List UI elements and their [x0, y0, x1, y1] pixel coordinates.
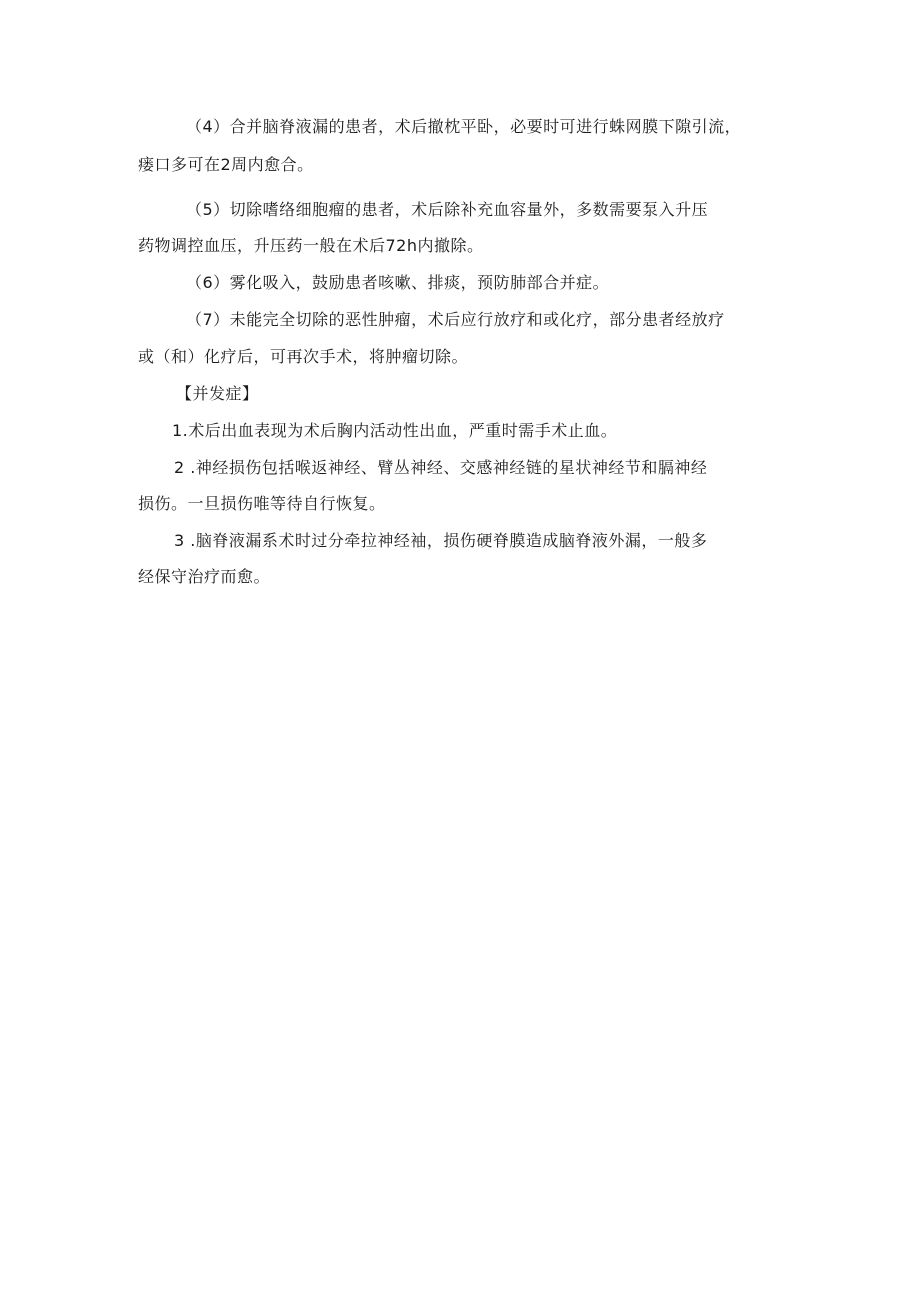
paragraph-6-line-1: （6）雾化吸入，鼓励患者咳嗽、排痰，预防肺部合并症。: [186, 273, 610, 292]
complication-3-line-1: 3 .脑脊液漏系术时过分牵拉神经袖，损伤硬脊膜造成脑脊液外漏，一般多: [174, 531, 708, 550]
paragraph-5-line-1: （5）切除嗜络细胞瘤的患者，术后除补充血容量外，多数需要泵入升压: [186, 200, 709, 219]
complication-2-line-1: 2 .神经损伤包括喉返神经、臂丛神经、交感神经链的星状神经节和膈神经: [174, 458, 708, 477]
paragraph-7-line-2: 或（和）化疗后，可再次手术，将肿瘤切除。: [138, 347, 469, 366]
complication-3-line-2: 经保守治疗而愈。: [138, 567, 271, 586]
paragraph-4-line-1: （4）合并脑脊液漏的患者，术后撤枕平卧，必要时可进行蛛网膜下隙引流，: [186, 117, 742, 136]
paragraph-5-line-2: 药物调控血压，升压药一般在术后72h内撤除。: [138, 236, 484, 255]
complication-1-line-1: 1.术后出血表现为术后胸内活动性出血，严重时需手术止血。: [172, 421, 618, 440]
section-heading-complications: 【并发症】: [176, 384, 259, 403]
paragraph-4-line-2: 瘘口多可在2周内愈合。: [138, 155, 314, 174]
paragraph-7-line-1: （7）未能完全切除的恶性肿瘤，术后应行放疗和或化疗，部分患者经放疗: [186, 310, 725, 329]
complication-2-line-2: 损伤。一旦损伤唯等待自行恢复。: [138, 494, 386, 513]
